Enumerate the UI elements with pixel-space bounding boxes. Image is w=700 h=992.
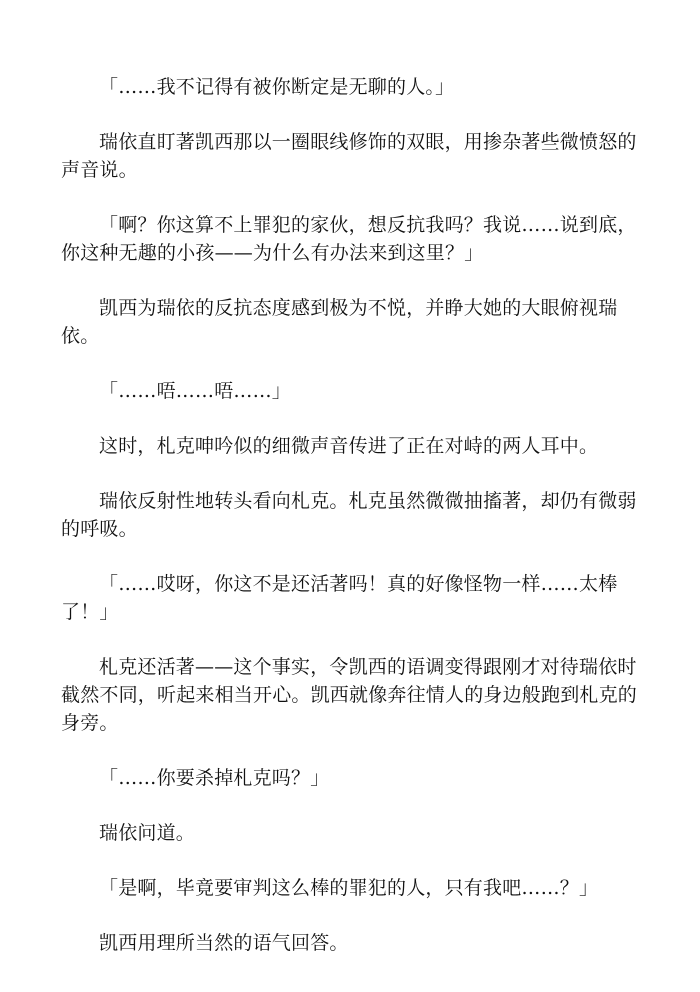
paragraph: 札克还活著——这个事实，令凯西的语调变得跟刚才对待瑞依时截然不同，听起来相当开心。凯西就像奔往情人的身边般跑到札克的身旁。 bbox=[61, 656, 638, 734]
paragraph: 「……唔……唔……」 bbox=[99, 380, 292, 402]
paragraph: 瑞依问道。 bbox=[99, 822, 196, 844]
paragraph: 「是啊，毕竟要审判这么棒的罪犯的人，只有我吧……？」 bbox=[99, 877, 599, 899]
paragraph: 凯西用理所当然的语气回答。 bbox=[99, 932, 349, 954]
paragraph: 瑞依直盯著凯西那以一圈眼线修饰的双眼，用掺杂著些微愤怒的声音说。 bbox=[61, 131, 637, 181]
paragraph: 「啊？你这算不上罪犯的家伙，想反抗我吗？我说……说到底，你这种无趣的小孩——为什么有办法来到这里？」 bbox=[61, 214, 637, 264]
paragraph: 这时，札克呻吟似的细微声音传进了正在对峙的两人耳中。 bbox=[99, 435, 599, 457]
page-text bbox=[61, 73, 641, 984]
paragraph: 凯西为瑞依的反抗态度感到极为不悦，并睁大她的大眼俯视瑞依。 bbox=[61, 297, 618, 347]
paragraph: 「……哎呀，你这不是还活著吗！真的好像怪物一样……太棒了！」 bbox=[61, 573, 618, 623]
paragraph: 「……你要杀掉札克吗？」 bbox=[99, 767, 330, 789]
paragraph: 「……我不记得有被你断定是无聊的人。」 bbox=[99, 76, 455, 98]
paragraph: 瑞依反射性地转头看向札克。札克虽然微微抽搐著，却仍有微弱的呼吸。 bbox=[61, 490, 637, 540]
